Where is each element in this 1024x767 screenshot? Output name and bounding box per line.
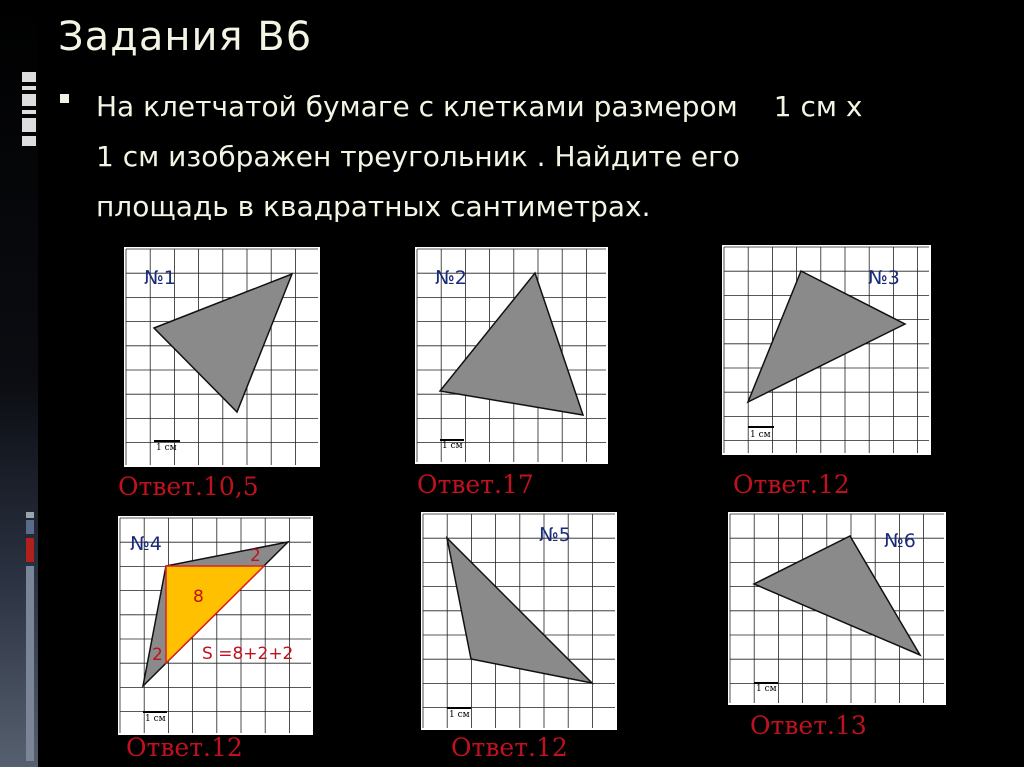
task-number: №2 xyxy=(435,267,467,289)
task-text-line1b: 1 см х xyxy=(773,90,863,123)
task-text-line2: 1 см изображен треугольник . Найдите его xyxy=(96,140,740,173)
task-number: №3 xyxy=(868,267,900,289)
accent-bar-blue xyxy=(26,520,34,534)
bullet-icon xyxy=(60,94,69,103)
triangle-6 xyxy=(754,536,920,655)
task-card-6 xyxy=(728,512,946,705)
annotation-top: 2 xyxy=(250,546,261,566)
accent-bar-red xyxy=(26,538,34,562)
annotation-left: 2 xyxy=(152,645,163,665)
task-text-line3: площадь в квадратных сантиметрах. xyxy=(96,190,651,223)
answer-3: Ответ.12 xyxy=(733,470,850,499)
task-number: №5 xyxy=(539,524,571,546)
scale-label: 1 см xyxy=(756,684,777,694)
answer-4: Ответ.12 xyxy=(126,733,243,762)
task-number: №1 xyxy=(144,267,176,289)
triangle-2 xyxy=(440,273,583,415)
scale-label: 1 см xyxy=(750,430,771,440)
task-card-5 xyxy=(421,512,617,730)
task-text xyxy=(96,82,986,232)
slide-title: Задания В6 xyxy=(58,14,313,60)
triangle-3 xyxy=(748,271,905,402)
barcode-decoration xyxy=(22,72,36,148)
grid-drawing-5 xyxy=(421,512,617,730)
scale-label: 1 см xyxy=(145,714,166,724)
area-formula: S =8+2+2 xyxy=(202,644,294,664)
task-number: №4 xyxy=(130,533,162,555)
task-number: №6 xyxy=(884,530,916,552)
answer-1: Ответ.10,5 xyxy=(118,472,259,501)
annotation-center: 8 xyxy=(193,587,204,607)
task-text-line1: На клетчатой бумаге с клетками размером xyxy=(96,90,738,123)
scale-label: 1 см xyxy=(449,710,470,720)
task-card-1 xyxy=(124,247,320,467)
accent-bar-gray xyxy=(26,512,34,518)
answer-5: Ответ.12 xyxy=(451,733,568,762)
scale-label: 1 см xyxy=(156,443,177,453)
accent-bar-slate xyxy=(26,566,34,761)
task-card-2 xyxy=(415,247,608,464)
answer-2: Ответ.17 xyxy=(417,470,534,499)
scale-label: 1 см xyxy=(442,441,463,451)
answer-6: Ответ.13 xyxy=(750,711,867,740)
task-card-3 xyxy=(722,245,931,455)
task-card-4 xyxy=(118,516,313,735)
